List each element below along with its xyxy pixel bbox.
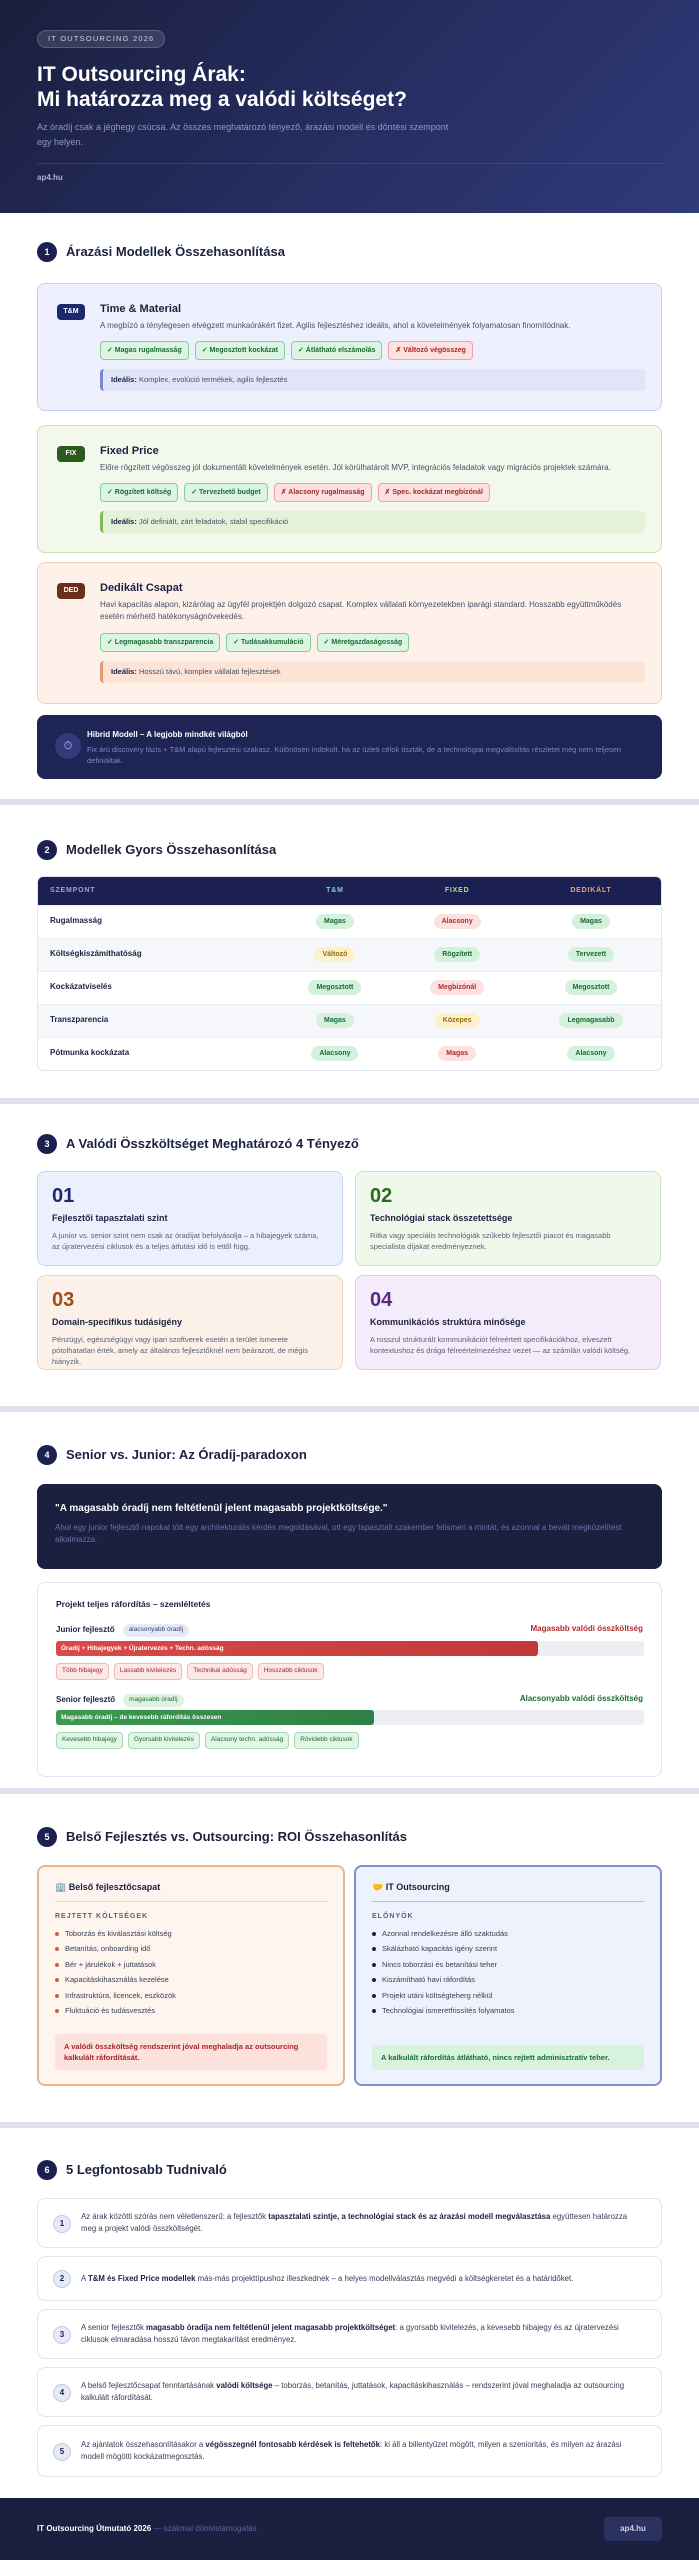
inhouse-title-text: Belső fejlesztőcsapat [68,1882,161,1892]
value-chip: Alacsony [434,914,481,929]
list-item: Bér + járulékok + juttatások [55,1960,327,1970]
factor-card-1 [37,1171,343,1266]
outsourcing-title [372,1881,644,1893]
outsourcing-card [354,1865,662,2086]
handshake-icon: 🤝 [372,1882,384,1892]
junior-track [56,1641,644,1656]
tag-pro: ✓ Magas rugalmasság [100,341,189,360]
tag-con: ✗ Spec. kockázat megbízónál [378,483,490,502]
value-chip: Közepes [435,1013,480,1028]
tag-con: ✗ Változó végösszeg [388,341,472,360]
list-item: Technológiai ismeretfrissítés folyamatos [372,2006,644,2016]
inhouse-subtitle: REJTETT KÖLTSÉGEK [55,1913,149,1921]
inhouse-card [37,1865,345,2086]
value-chip: Megosztott [565,980,618,995]
factor-title: Technológiai stack összetettsége [370,1213,513,1223]
list-item: Betanítás, onboarding idő [55,1944,327,1954]
section-title: Senior vs. Junior: Az Óradíj-paradoxon [66,1447,307,1463]
ideal-text: Hosszú távú, komplex vállalati fejlesztések [138,667,281,676]
col-header: T&M [274,877,395,905]
section-heading [37,1445,307,1465]
factor-number: 03 [52,1289,75,1311]
section-number: 2 [37,840,57,860]
hero-site-link[interactable]: ap4.hu [37,173,63,182]
card-title: Time & Material [100,303,182,315]
comparison-table [37,876,662,1071]
section-heading [37,1134,359,1154]
row-label: Költségkiszámíthatóság [38,938,274,971]
ideal-text: Jól definiált, zárt feladatok, stabil specifikáció [138,517,289,526]
footer-site-button[interactable]: ap4.hu [604,2517,662,2541]
takeaway-number: 1 [53,2215,71,2233]
section-heading [37,2160,227,2180]
tag-pro: ✓ Megosztott kockázat [195,341,285,360]
takeaway-number: 2 [53,2270,71,2288]
takeaway-number: 4 [53,2384,71,2402]
inhouse-title [55,1881,327,1893]
footer-subtitle: — szakmai döntéstámogatás [153,2524,257,2533]
table-header-row [38,877,662,905]
card-description: Előre rögzített végösszeg jól dokumentált követelmények esetén. Jól körülhatárolt MVP, integrációs feladatok vagy migrációs projektek számára. [100,463,611,472]
senior-tag: Kevesebb hibajegy [56,1732,123,1749]
list-item: Infrastruktúra, licencek, eszközök [55,1991,327,2001]
card-description: A megbízó a ténylegesen elvégzett munkaórákért fizet. Agilis fejlesztéshez ideális, ahol a követelmények folyamatosan finomítódnak. [100,321,571,330]
tag-pro: ✓ Rögzített költség [100,483,178,502]
section-roi [0,1794,699,2122]
tag-pro: ✓ Tervezhető budget [184,483,268,502]
tag-pro: ✓ Tudásakkumuláció [226,633,310,652]
factor-title: Fejlesztői tapasztalati szint [52,1213,168,1223]
factor-card-3 [37,1275,343,1370]
junior-tag: Hosszabb ciklusok [258,1663,324,1680]
card-title: Dedikált Csapat [100,582,183,594]
table-row [38,938,662,971]
junior-label [56,1624,189,1637]
col-header: DEDIKÁLT [519,877,662,905]
value-chip: Megbízónál [430,980,484,995]
card-tags [100,633,409,652]
card-tags [100,341,473,360]
table-row [38,1037,662,1070]
pricing-card-fixed [37,425,662,553]
senior-bar: Magasabb óradíj – de kevesebb ráfordítás összesen [56,1710,374,1725]
title-line-1: IT Outsourcing Árak: [37,63,246,87]
junior-tags [56,1663,324,1680]
senior-tag: Alacsony techn. adósság [205,1732,289,1749]
outsourcing-title-text: IT Outsourcing [385,1882,450,1892]
pricing-card-dedicated [37,562,662,704]
col-header: FIXED [395,877,519,905]
value-chip: Magas [316,1013,354,1028]
table-row [38,1004,662,1037]
junior-tag: Technikai adósság [187,1663,252,1680]
card-description: Havi kapacitás alapon, kizárólag az ügyfél projektjén dolgozó csapat. Komplex vállalati környezetekben iparági standard. Hosszabb együttműködés esetén mérhető hatékonyságnövekedés. [100,600,622,621]
ideal-box [100,369,645,391]
list-item: Toborzás és kiválasztási költség [55,1929,327,1939]
factor-number: 02 [370,1185,393,1207]
section-key-takeaways [0,2128,699,2498]
takeaway-text: A T&M és Fixed Price modellek más-más projekttípushoz illeszkednek – a helyes modellválasztás megvédi a költségkeretet és a határidőket. [81,2274,574,2283]
takeaway-item [37,2309,662,2359]
outsourcing-conclusion: A kalkulált ráfordítás átlátható, nincs rejtett adminisztratív teher. [372,2045,644,2070]
section-heading [37,1827,407,1847]
quote-title: "A magasabb óradíj nem feltétlenül jelent magasabb projektköltsége." [55,1503,388,1514]
list-item: Fluktuáció és tudásvesztés [55,2006,327,2016]
takeaway-text: Az ajánlatok összehasonlításakor a végösszegnél fontosabb kérdések is feltehetők: ki áll a billentyűzet mögött, milyen a szenioritás, és milyen az árazási modell mögötti kockázatmegosztás. [81,2440,622,2461]
list-item: Projekt utáni költségteherg nélkül [372,1991,644,2001]
tag-pro: ✓ Méretgazdaságosság [317,633,410,652]
junior-pill: alacsonyabb óradíj [123,1624,190,1637]
factor-text: Pénzügyi, egészségügyi vagy ipari szoftverek esetén a terület ismerete pótolhatatlan érték, amely az általános fejlesztőknél nem beárazott, de mégis hiányzik. [52,1335,308,1367]
tag-con: ✗ Alacsony rugalmasság [274,483,372,502]
outsourcing-list [372,1929,644,2017]
value-chip: Alacsony [311,1046,358,1061]
senior-name: Senior fejlesztő [56,1694,116,1704]
factor-number: 04 [370,1289,393,1311]
takeaway-text: Az árak közötti szórás nem véletlenszerű: a fejlesztők tapasztalati szintje, a technológiai stack és az árazási modell megválasztása együttesen határozza meg a projekt valódi összköltségét. [81,2212,628,2233]
value-chip: Alacsony [567,1046,614,1061]
section-comparison-table [0,805,699,1098]
junior-tag: Több hibajegy [56,1663,109,1680]
list-item: Kapacitáskihasználás kezelése [55,1975,327,1985]
hybrid-title: Hibrid Modell – A legjobb mindkét világból [87,730,248,739]
pricing-card-tm [37,283,662,411]
section-title: Belső Fejlesztés vs. Outsourcing: ROI Összehasonlítás [66,1829,407,1845]
tag-pro: ✓ Legmagasabb transzparencia [100,633,220,652]
senior-tag: Rövidebb ciklusok [294,1732,358,1749]
illustration-title: Projekt teljes ráfordítás – szemléltetés [56,1599,211,1609]
footer-title: IT Outsourcing Útmutató 2026 — szakmai döntéstámogatás [37,2524,257,2533]
card-title: Fixed Price [100,445,159,457]
factor-text: A junior vs. senior szint nem csak az óradíjat befolyásolja – a hibajegyek száma, az újratervezési ciklusok és a teljes átfutási idő is ettől függ. [52,1231,319,1252]
clock-icon: ⏱ [55,733,81,759]
factor-text: A rosszul strukturált kommunikációt félreértett specifikációkhoz, elveszett kontextushoz és drága félreértelmezéshez vezet — az számlán valódi költség. [370,1335,631,1356]
col-header: SZEMPONT [38,877,274,905]
section-number: 5 [37,1827,57,1847]
section-pricing-models [0,213,699,799]
factor-number: 01 [52,1185,75,1207]
value-chip: Magas [438,1046,476,1061]
value-chip: Legmagasabb [559,1013,622,1028]
takeaway-item [37,2256,662,2301]
senior-pill: magasabb óradíj [123,1694,183,1707]
takeaway-item [37,2198,662,2248]
value-chip: Magas [316,914,354,929]
factor-title: Kommunikációs struktúra minősége [370,1317,526,1327]
factor-text: Ritka vagy speciális technológiák szűkebb fejlesztői piacot és magasabb specialista díjakat eredményeznek. [370,1231,611,1252]
senior-track [56,1710,644,1725]
ideal-box [100,511,645,533]
ideal-text: Komplex, evolúció termékek, agilis fejlesztés [138,375,288,384]
section-heading [37,242,285,262]
takeaway-text: A senior fejlesztők magasabb óradíja nem feltétlenül jelent magasabb projektköltséget: a gyorsabb kivitelezés, a kevesebb hibajegy és az újratervezési ciklusok elmaradása hosszú távon megtakarítást eredményez. [81,2323,619,2344]
tag-pro: ✓ Átlátható elszámolás [291,341,382,360]
list-item: Skálázható kapacitás igény szerint [372,1944,644,1954]
factor-card-2 [355,1171,661,1266]
building-icon: 🏢 [55,1882,67,1892]
page-title [37,62,662,112]
table-row [38,905,662,938]
junior-name: Junior fejlesztő [56,1624,115,1634]
badge-tm: T&M [57,304,85,320]
ideal-label: Ideális: [111,667,137,676]
junior-bar: Óradíj + Hibajegyek + Újratervezés + Techn. adósság [56,1641,538,1656]
ideal-label: Ideális: [111,517,137,526]
section-number: 6 [37,2160,57,2180]
senior-result: Alacsonyabb valódi összköltség [519,1694,643,1703]
value-chip: Rögzített [434,947,480,962]
section-title: A Valódi Összköltséget Meghatározó 4 Tényező [66,1136,359,1152]
ideal-label: Ideális: [111,375,137,384]
section-number: 4 [37,1445,57,1465]
inhouse-list [55,1929,327,2017]
list-item: Kiszámítható havi ráfordítás [372,1975,644,1985]
hero-lead: Az óradíj csak a jéghegy csúcsa. Az összes meghatározó tényező, árazási modell és döntési szempont egy helyen. [37,122,449,148]
section-number: 1 [37,242,57,262]
hybrid-model-callout [37,715,662,779]
badge-fix: FIX [57,446,85,462]
junior-result: Magasabb valódi összköltség [530,1624,643,1633]
section-cost-factors [0,1104,699,1406]
factor-title: Domain-specifikus tudásigény [52,1317,183,1327]
value-chip: Változó [314,947,355,962]
takeaway-number: 3 [53,2326,71,2344]
ideal-box [100,661,645,683]
senior-label [56,1694,184,1707]
list-item: Nincs toborzási és betanítási teher [372,1960,644,1970]
row-label: Transzparencia [38,1004,274,1037]
inhouse-conclusion: A valódi összköltség rendszerint jóval meghaladja az outsourcing kalkulált ráfordítását. [55,2034,327,2070]
hybrid-text: Fix árú discovery fázis + T&M alapú fejlesztési szakasz. Különösen indokolt, ha az üzleti célok tiszták, de a technológiai megvalósítás részletei még nem teljesen definiáltak. [87,745,622,765]
takeaway-number: 5 [53,2443,71,2461]
takeaway-item [37,2367,662,2417]
value-chip: Megosztott [308,980,361,995]
hero-tag: IT OUTSOURCING 2026 [37,30,165,48]
section-heading [37,840,276,860]
title-line-2: Mi határozza meg a valódi költséget? [37,88,407,112]
value-chip: Tervezett [568,947,614,962]
senior-tag: Gyorsabb kivitelezés [128,1732,200,1749]
card-tags [100,483,490,502]
section-senior-junior [0,1412,699,1788]
senior-tags [56,1732,359,1749]
cost-illustration [37,1582,662,1777]
junior-tag: Lassabb kivitelezés [114,1663,182,1680]
value-chip: Magas [572,914,610,929]
hero-header [0,0,699,213]
row-label: Pótmunka kockázata [38,1037,274,1070]
quote-text: Ahol egy junior fejlesztő napokat tölt egy architekturális kérdés megoldásával, ott egy tapasztalt szakember felismeri a mintát, és azonnal a bevált megközelítést alkalmazza. [55,1522,622,1544]
section-title: Modellek Gyors Összehasonlítása [66,842,277,858]
table-row [38,971,662,1004]
paradox-quote [37,1484,662,1569]
takeaway-text: A belső fejlesztőcsapat fenntartásának valódi költsége – toborzás, betanítás, juttatások, kapacitáskihasználás – rendszerint jóval meghaladja az outsourcing kalkulált ráfordítását. [81,2381,625,2402]
section-number: 3 [37,1134,57,1154]
outsourcing-subtitle: ELŐNYÖK [372,1913,414,1921]
section-title: 5 Legfontosabb Tudnivaló [66,2162,227,2178]
row-label: Rugalmasság [38,905,274,938]
row-label: Kockázatviselés [38,971,274,1004]
factor-card-4 [355,1275,661,1370]
footer [0,2498,699,2560]
section-title: Árazási Modellek Összehasonlítása [66,244,285,260]
badge-ded: DED [57,583,85,599]
list-item: Azonnal rendelkezésre álló szaktudás [372,1929,644,1939]
takeaway-item [37,2425,662,2477]
hero-divider [37,163,662,164]
